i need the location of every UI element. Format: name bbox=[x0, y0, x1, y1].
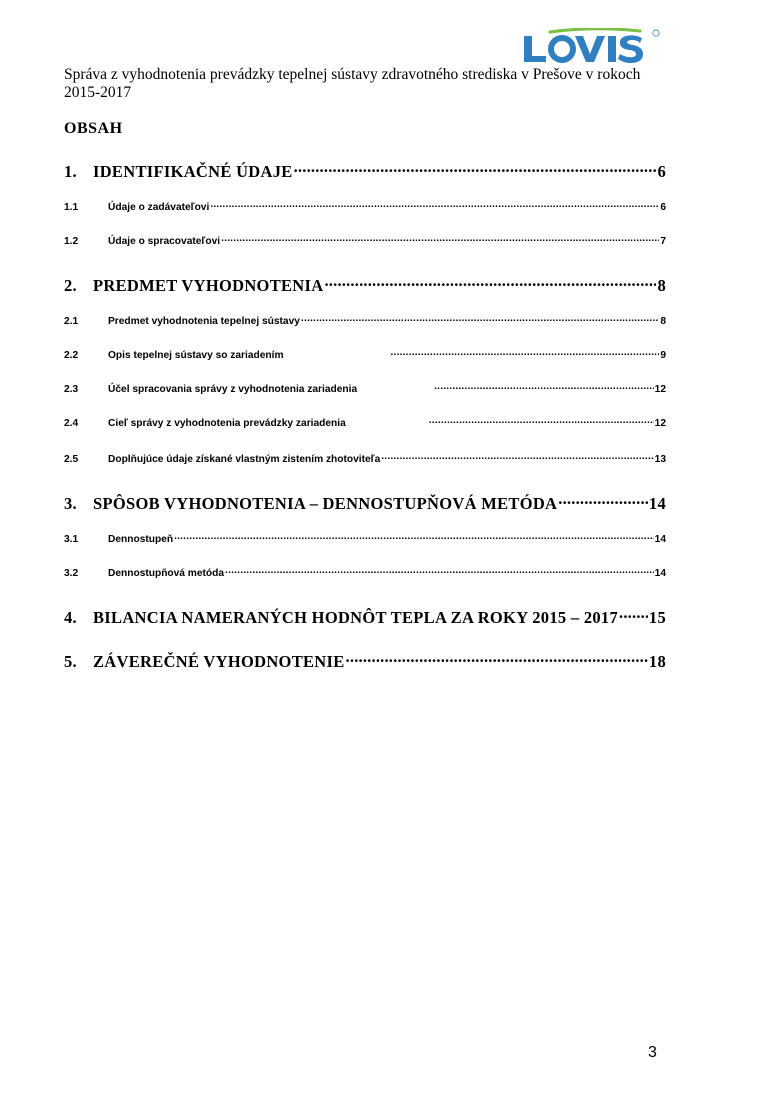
toc-leader-dots bbox=[174, 532, 654, 542]
toc-entry-2-2[interactable] bbox=[64, 348, 666, 361]
toc-entry-label: Dennostupeň bbox=[108, 534, 174, 546]
toc-entry-label: ZÁVEREČNÉ VYHODNOTENIE bbox=[93, 651, 345, 671]
toc-entry-5[interactable] bbox=[64, 650, 666, 672]
lovis-logo-graphic bbox=[522, 28, 662, 66]
toc-entry-number: 2.1 bbox=[64, 316, 79, 328]
toc-entry-label: Údaje o spracovateľovi bbox=[108, 236, 221, 248]
toc-entry-page: 8 bbox=[660, 316, 666, 328]
toc-entry-number: 2.3 bbox=[64, 384, 79, 396]
toc-entry-label: Údaje o zadávateľovi bbox=[108, 202, 210, 214]
toc-leader-dots bbox=[429, 416, 654, 426]
toc-entry-2-5[interactable] bbox=[64, 452, 666, 465]
toc-entry-2-3[interactable] bbox=[64, 382, 666, 395]
toc-entry-page: 14 bbox=[654, 568, 666, 580]
toc-entry-page: 7 bbox=[660, 236, 666, 248]
toc-leader-dots bbox=[381, 452, 653, 462]
toc-entry-number: 2.5 bbox=[64, 454, 79, 466]
toc-entry-number: 2.4 bbox=[64, 418, 79, 430]
toc-leader-dots bbox=[210, 200, 659, 210]
toc-entry-3-1[interactable] bbox=[64, 532, 666, 545]
toc-entry-label: SPÔSOB VYHODNOTENIA – DENNOSTUPŇOVÁ METÓDA bbox=[93, 493, 558, 513]
toc-entry-label: Cieľ správy z vyhodnotenia prevádzky zariadenia bbox=[108, 418, 346, 430]
toc-entry-2-4[interactable] bbox=[64, 416, 666, 429]
toc-leader-dots bbox=[619, 606, 648, 623]
toc-entry-label: Predmet vyhodnotenia tepelnej sústavy bbox=[108, 316, 300, 328]
toc-entry-label: IDENTIFIKAČNÉ ÚDAJE bbox=[93, 161, 293, 181]
toc-entry-number: 3. bbox=[64, 493, 77, 513]
toc-leader-dots bbox=[558, 492, 648, 509]
toc-entry-number: 1.2 bbox=[64, 236, 79, 248]
toc-entry-page: 15 bbox=[648, 607, 666, 627]
document-title-line-1: Správa z vyhodnotenia prevádzky tepelnej sústavy zdravotného strediska v Prešove v rokoch bbox=[64, 66, 641, 83]
toc-entry-1-1[interactable] bbox=[64, 200, 666, 213]
toc-leader-dots bbox=[294, 160, 657, 177]
toc-entry-number: 2. bbox=[64, 275, 77, 295]
toc-entry-4[interactable] bbox=[64, 606, 666, 628]
toc-entry-number: 2.2 bbox=[64, 350, 79, 362]
document-title-line-2: 2015-2017 bbox=[64, 84, 132, 101]
toc-entry-number: 3.2 bbox=[64, 568, 79, 580]
toc-entry-page: 18 bbox=[648, 651, 666, 671]
toc-leader-dots bbox=[346, 650, 648, 667]
toc-entry-page: 6 bbox=[657, 161, 666, 181]
toc-entry-number: 1. bbox=[64, 161, 77, 181]
toc-entry-3[interactable] bbox=[64, 492, 666, 514]
toc-entry-page: 9 bbox=[660, 350, 666, 362]
toc-entry-number: 1.1 bbox=[64, 202, 79, 214]
toc-entry-3-2[interactable] bbox=[64, 566, 666, 579]
toc-entry-label: BILANCIA NAMERANÝCH HODNÔT TEPLA ZA ROKY 2015 – 2017 bbox=[93, 607, 619, 627]
toc-entry-page: 12 bbox=[654, 384, 666, 396]
toc-leader-dots bbox=[301, 314, 659, 324]
toc-entry-1-2[interactable] bbox=[64, 234, 666, 247]
toc-entry-page: 8 bbox=[657, 275, 666, 295]
toc-leader-dots bbox=[434, 382, 654, 392]
toc-entry-2-1[interactable] bbox=[64, 314, 666, 327]
toc-entry-number: 4. bbox=[64, 607, 77, 627]
toc-entry-1[interactable] bbox=[64, 160, 666, 182]
toc-entry-label: Dennostupňová metóda bbox=[108, 568, 225, 580]
toc-entry-label: Opis tepelnej sústavy so zariadením bbox=[108, 350, 284, 362]
page-number: 3 bbox=[648, 1044, 657, 1061]
toc-entry-label: Účel spracovania správy z vyhodnotenia zariadenia bbox=[108, 384, 358, 396]
toc-leader-dots bbox=[324, 274, 656, 291]
toc-leader-dots bbox=[225, 566, 654, 576]
toc-entry-2[interactable] bbox=[64, 274, 666, 296]
toc-entry-page: 14 bbox=[648, 493, 666, 513]
toc-entry-label: Doplňujúce údaje získané vlastným zistením zhotoviteľa bbox=[108, 454, 381, 466]
toc-entry-label: PREDMET VYHODNOTENIA bbox=[93, 275, 324, 295]
toc-entry-page: 12 bbox=[654, 418, 666, 430]
toc-entry-page: 13 bbox=[654, 454, 666, 466]
toc-heading: OBSAH bbox=[64, 120, 123, 137]
toc-entry-number: 5. bbox=[64, 651, 77, 671]
toc-entry-page: 6 bbox=[660, 202, 666, 214]
toc-leader-dots bbox=[221, 234, 659, 244]
lovis-logo bbox=[522, 28, 662, 66]
toc-entry-number: 3.1 bbox=[64, 534, 79, 546]
toc-entry-page: 14 bbox=[654, 534, 666, 546]
toc-leader-dots bbox=[391, 348, 660, 358]
